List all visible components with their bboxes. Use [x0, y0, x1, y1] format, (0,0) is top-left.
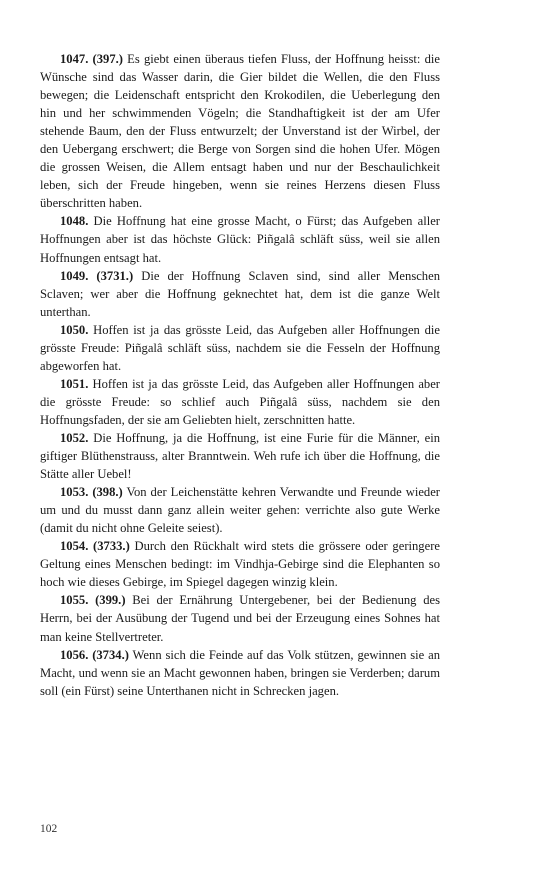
verse-text: Es giebt einen überaus tiefen Fluss, der Hoffnung heisst: die Wünsche sind das Wasser darin, die Gier bildet die Wellen, die den Fluss bewegen; die Leidenschaft entspricht den Krokodilen, die Ueberlegung den hin und her schwimmenden Vögeln; die Standhaftigkeit ist der am Ufer stehende Baum, den der Fluss entwurzelt; der Unverstand ist der Wirbel, der den Uebergang erschwert; die Berge von Sorgen sind die hohen Ufer. Mögen die grossen Weisen, die Allem entsagt haben und nur der Beschaulichkeit leben, sich der Freude hingeben, wenn sie reines Herzens diesen Fluss überschritten haben. [40, 52, 440, 211]
verse-number: 1056. (3734.) [60, 647, 129, 662]
paragraph-1047 [40, 50, 440, 212]
verse-number: 1049. (3731.) [60, 268, 134, 283]
verse-number: 1054. (3733.) [60, 539, 130, 554]
verse-text: Hoffen ist ja das grösste Leid, das Aufgeben aller Hoffnungen aber die grösste Freude: so schlief auch Piñgalâ süss, nachdem sie den Hoffnungsfaden, der sie am Geliebten hielt, zerschnitten hatte. [40, 376, 440, 427]
page-body [40, 50, 440, 700]
verse-number: 1048. [60, 214, 89, 229]
verse-text: Die der Hoffnung Sclaven sind, sind aller Menschen Sclaven; wer aber die Hoffnung geknechtet hat, dem ist die ganze Welt unterthan. [40, 268, 440, 319]
verse-number: 1052. [60, 430, 89, 445]
paragraph-1048 [40, 212, 440, 266]
verse-text: Die Hoffnung, ja die Hoffnung, ist eine Furie für die Männer, ein giftiger Blüthenstrauss, alter Branntwein. Weh rufe ich über die Hoffnung, die Stätte aller Uebel! [40, 430, 440, 482]
verse-number: 1053. (398.) [60, 485, 123, 500]
paragraph-1054 [40, 537, 440, 591]
verse-number: 1051. [60, 376, 89, 391]
paragraph-1055 [40, 591, 440, 645]
verse-number: 1050. [60, 322, 89, 337]
paragraph-1049 [40, 267, 440, 321]
verse-text: Von der Leichenstätte kehren Verwandte und Freunde wieder um und du musst dann ganz allein weiter gehen: verrichte also gute Werke (damit du nicht ohne Geleite seiest). [40, 485, 440, 536]
page-number: 102 [40, 823, 58, 835]
paragraph-1052 [40, 429, 440, 483]
verse-text: Durch den Rückhalt wird stets die grössere oder geringere Geltung eines Menschen bedingt: im Vindhja-Gebirge sind die Elephanten so hoch wie dieses Gebirge, im Spiegel dagegen winzig klein. [40, 539, 440, 590]
paragraph-1056 [40, 646, 440, 700]
verse-number: 1055. (399.) [60, 593, 126, 608]
paragraph-1051 [40, 375, 440, 429]
paragraph-1050 [40, 321, 440, 375]
verse-number: 1047. (397.) [60, 52, 123, 66]
verse-text: Bei der Ernährung Untergebener, bei der Bedienung des Herrn, bei der Ausübung der Tugend und bei der Erzeugung eines Sohnes hat man keine Stellvertreter. [40, 593, 440, 644]
verse-text: Hoffen ist ja das grösste Leid, das Aufgeben aller Hoffnungen die grösste Freude: Piñgalâ schläft süss, nachdem sie die Fesseln der Hoffnung abgeworfen hat. [40, 322, 440, 373]
verse-text: Die Hoffnung hat eine grosse Macht, o Fürst; das Aufgeben aller Hoffnungen aber ist das höchste Glück: Piñgalâ schläft süss, weil sie allen Hoffnungen entsagt hat. [40, 214, 440, 265]
paragraph-1053 [40, 483, 440, 537]
verse-text: Wenn sich die Feinde auf das Volk stützen, gewinnen sie an Macht, und wenn sie an Macht gewonnen haben, bringen sie Verderben; darum soll (ein Fürst) seine Unterthanen nicht in Schrecken jagen. [40, 647, 440, 698]
